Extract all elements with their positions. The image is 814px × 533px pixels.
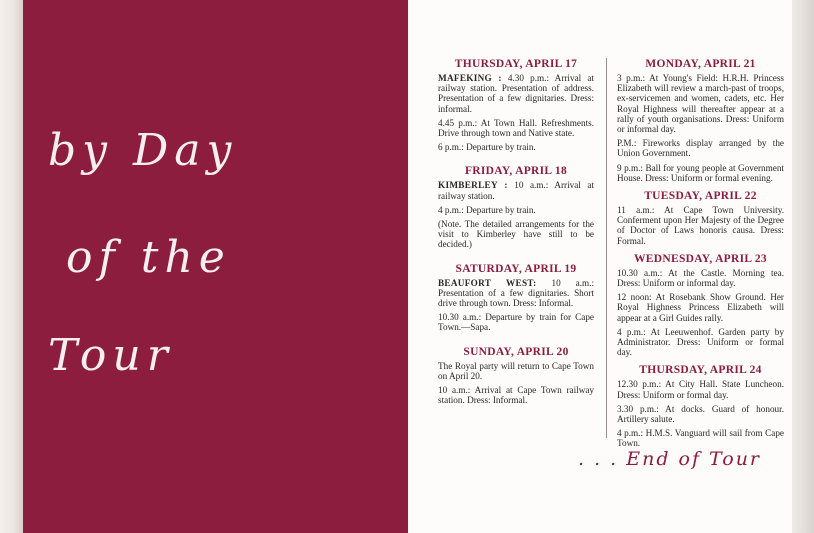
entry-text: 10 a.m.: Presentation of a few dignitaries. Short drive through town. Dress: Informal. <box>438 277 594 309</box>
cover-title-line-2: of the <box>66 232 231 283</box>
day-block <box>438 263 594 333</box>
end-of-tour-caption: . . . End of Tour <box>578 448 762 470</box>
entry-text: 4.45 p.m.: At Town Hall. Refreshments. Drive through town and Native state. <box>438 117 594 139</box>
schedule-entry <box>438 142 594 152</box>
cover-title-line-1: by Day <box>48 125 238 176</box>
schedule-entry: P.M.: Fireworks display arranged by the Union Government. <box>617 138 784 159</box>
day-block <box>617 58 784 183</box>
schedule-entry: 9 p.m.: Ball for young people at Government House. Dress: Uniform or formal evening. <box>617 162 784 183</box>
place-name: KIMBERLEY : <box>438 180 508 191</box>
day-heading: WEDNESDAY, APRIL 23 <box>634 252 767 265</box>
schedule-entry <box>438 118 594 138</box>
schedule-entry <box>438 73 594 114</box>
schedule-entry: 3 p.m.: At Young's Field: H.R.H. Princess Elizabeth will review a march-past of troops, ex-servicemen and women, cadets, etc. Her Royal Highness will thereafter appear at a rally of youth organisations. Dress: Uniform or informal day. <box>617 73 784 135</box>
day-block <box>617 364 784 448</box>
schedule-entry <box>438 219 594 250</box>
schedule-entry: 11 a.m.: At Cape Town University. Conferment upon Her Majesty of the Degree of Doctor of Laws honoris causa. Dress: Formal. <box>617 205 784 246</box>
day-block <box>617 253 784 358</box>
day-block <box>438 165 594 249</box>
schedule-entry: 3.30 p.m.: At docks. Guard of honour. Artillery salute. <box>617 403 784 425</box>
day-block <box>438 58 594 152</box>
page-edge-left <box>0 0 23 533</box>
day-heading: THURSDAY, APRIL 24 <box>639 364 762 377</box>
cover-title-line-3: Tour <box>48 330 174 381</box>
entry-text: (Note. The detailed arrangements for the visit to Kimberley have still to be decided.) <box>438 219 594 250</box>
entry-text: The Royal party will return to Cape Town on April 20. <box>438 360 594 381</box>
schedule-entry <box>438 312 594 332</box>
schedule-entry <box>438 180 594 200</box>
entry-text: 6 p.m.: Departure by train. <box>438 142 536 153</box>
entry-text: 10 a.m.: Arrival at Cape Town railway station. Dress: Informal. <box>438 385 594 406</box>
entry-text: 4.30 p.m.: Arrival at railway station. Presentation of address. Presentation of a few dignitaries. Dress: informal. <box>438 73 594 114</box>
schedule-entry <box>438 385 594 405</box>
entry-text: 10 a.m.: Arrival at railway station. <box>438 180 594 201</box>
day-heading: SATURDAY, APRIL 19 <box>455 262 577 275</box>
page-edge-right <box>792 0 814 533</box>
schedule-entry <box>438 361 594 381</box>
schedule-entry: 10.30 a.m.: At the Castle. Morning tea. Dress: Uniform or informal day. <box>617 267 784 289</box>
schedule-entry: 12.30 p.m.: At City Hall. State Luncheon. Dress: Uniform or formal day. <box>617 379 784 400</box>
schedule-column-right <box>617 58 784 453</box>
entry-text: 4 p.m.: Departure by train. <box>438 204 536 215</box>
place-name: MAFEKING : <box>438 73 502 83</box>
day-block <box>617 190 784 246</box>
schedule-entry: 4 p.m.: H.M.S. Vanguard will sail from Cape Town. <box>617 428 784 449</box>
entry-text: 10.30 a.m.: Departure by train for Cape Town.—Sapa. <box>438 312 594 333</box>
schedule-entry: 12 noon: At Rosebank Show Ground. Her Royal Highness Princess Elizabeth will appear at a Girl Guides rally. <box>617 292 784 323</box>
day-heading: FRIDAY, APRIL 18 <box>464 165 568 178</box>
day-heading: MONDAY, APRIL 21 <box>645 58 756 70</box>
day-heading: SUNDAY, APRIL 20 <box>463 345 569 358</box>
schedule-column-left <box>438 58 594 409</box>
day-heading: THURSDAY, APRIL 17 <box>454 58 578 70</box>
column-divider <box>606 58 607 438</box>
day-heading: TUESDAY, APRIL 22 <box>644 190 757 203</box>
day-block <box>438 346 594 406</box>
place-name: BEAUFORT WEST: <box>438 277 537 288</box>
schedule-entry <box>438 205 594 215</box>
schedule-entry: 4 p.m.: At Leeuwenhof. Garden party by Administrator. Dress: Uniform or formal day. <box>617 326 784 358</box>
schedule-entry <box>438 278 594 309</box>
